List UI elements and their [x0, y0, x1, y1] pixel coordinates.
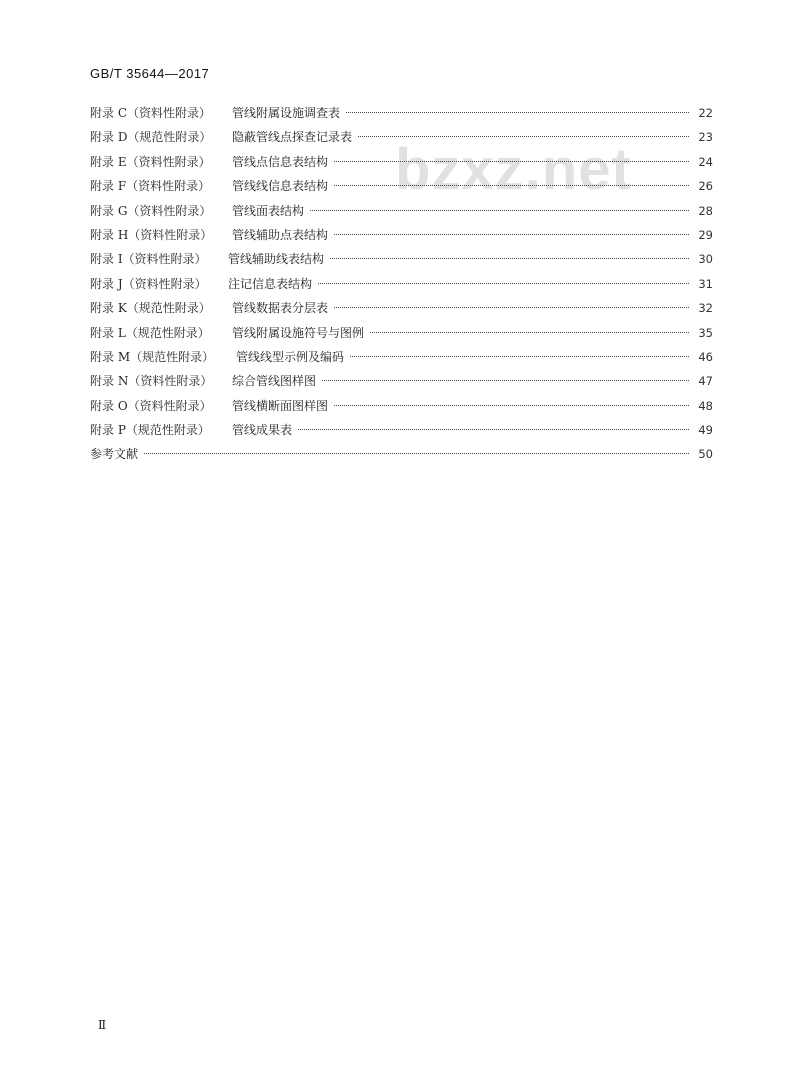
- toc-entry-appendix: 附录 J（资料性附录）: [90, 276, 207, 291]
- toc-entry-page: 35: [698, 325, 713, 340]
- standard-code-header: GB/T 35644—2017: [90, 66, 210, 81]
- toc-entry[interactable]: [90, 369, 713, 393]
- toc-entry-page: 46: [698, 349, 713, 364]
- toc-entry[interactable]: [90, 150, 713, 174]
- toc-entry-title: 管线辅助线表结构: [228, 252, 325, 267]
- toc-entry-title: 注记信息表结构: [228, 276, 313, 291]
- toc-entry[interactable]: [90, 418, 713, 442]
- toc-entry-title: 管线点信息表结构: [232, 154, 329, 169]
- toc-dot-leader: [370, 332, 689, 333]
- toc-entry-appendix: 附录 O（资料性附录）: [90, 398, 212, 413]
- toc-entry[interactable]: [90, 321, 713, 345]
- toc-entry-title: 隐蔽管线点探查记录表: [232, 130, 353, 145]
- toc-entry-page: 31: [698, 276, 713, 291]
- toc-entry-title: 管线横断面图样图: [232, 398, 329, 413]
- toc-entry-page: 23: [698, 130, 713, 145]
- toc-entry-page: 29: [698, 227, 713, 242]
- toc-entry-page: 47: [698, 374, 713, 389]
- toc-dot-leader: [334, 307, 689, 308]
- toc-entry-title: 管线线型示例及编码: [236, 349, 345, 364]
- toc-entry-page: 50: [698, 447, 713, 462]
- toc-entry-appendix: 附录 H（资料性附录）: [90, 227, 213, 242]
- watermark: bzxz.net: [395, 137, 632, 202]
- toc-dot-leader: [318, 283, 689, 284]
- toc-dot-leader: [334, 234, 689, 235]
- toc-entry-appendix: 附录 F（资料性附录）: [90, 179, 211, 194]
- toc-entry-appendix: 附录 P（规范性附录）: [90, 423, 210, 438]
- toc-entry-appendix: 附录 G（资料性附录）: [90, 203, 212, 218]
- toc-dot-leader: [322, 380, 689, 381]
- toc-entry[interactable]: [90, 247, 713, 271]
- toc-entry-page: 30: [698, 252, 713, 267]
- toc-entry-page: 28: [698, 203, 713, 218]
- toc-entry[interactable]: [90, 125, 713, 149]
- toc-dot-leader: [298, 429, 689, 430]
- toc-dot-leader: [144, 453, 689, 454]
- page-number: Ⅱ: [98, 1018, 107, 1032]
- toc-entry-title: 综合管线图样图: [232, 374, 317, 389]
- toc-entry[interactable]: [90, 296, 713, 320]
- toc-entry-title: 管线线信息表结构: [232, 179, 329, 194]
- toc-entry-title: 管线面表结构: [232, 203, 305, 218]
- toc-dot-leader: [350, 356, 689, 357]
- toc-entry-page: 24: [698, 154, 713, 169]
- toc-dot-leader: [334, 185, 689, 186]
- toc-dot-leader: [334, 161, 689, 162]
- toc-dot-leader: [358, 136, 689, 137]
- toc-entry-appendix: 附录 M（规范性附录）: [90, 349, 215, 364]
- toc-entry[interactable]: [90, 223, 713, 247]
- toc-entry-page: 49: [698, 423, 713, 438]
- toc-dot-leader: [310, 210, 689, 211]
- toc-entry-page: 32: [698, 301, 713, 316]
- toc-entry-appendix: 附录 L（规范性附录）: [90, 325, 210, 340]
- toc-entry-title: 管线附属设施符号与图例: [232, 325, 365, 340]
- toc-entry-appendix: 附录 D（规范性附录）: [90, 130, 212, 145]
- table-of-contents: [90, 101, 713, 467]
- toc-entry-appendix: 附录 K（规范性附录）: [90, 301, 211, 316]
- toc-entry-page: 48: [698, 398, 713, 413]
- toc-dot-leader: [330, 258, 689, 259]
- toc-entry-title: 管线成果表: [232, 423, 293, 438]
- toc-entry[interactable]: [90, 101, 713, 125]
- toc-entry-appendix: 附录 C（资料性附录）: [90, 106, 211, 120]
- toc-dot-leader: [346, 112, 689, 113]
- toc-entry[interactable]: [90, 394, 713, 418]
- toc-entry-references[interactable]: [90, 442, 713, 466]
- toc-dot-leader: [334, 405, 689, 406]
- toc-entry-page: 26: [698, 179, 713, 194]
- toc-entry[interactable]: [90, 345, 713, 369]
- toc-entry-appendix: 附录 E（资料性附录）: [90, 154, 211, 169]
- toc-entry-appendix: 附录 N（资料性附录）: [90, 374, 213, 389]
- toc-entry[interactable]: [90, 174, 713, 198]
- toc-entry-title: 管线数据表分层表: [232, 301, 329, 316]
- toc-entry-title: 参考文献: [90, 447, 139, 462]
- toc-entry-page: 22: [698, 106, 713, 120]
- toc-entry-appendix: 附录 I（资料性附录）: [90, 252, 207, 267]
- toc-entry[interactable]: [90, 199, 713, 223]
- toc-entry[interactable]: [90, 272, 713, 296]
- toc-entry-title: 管线辅助点表结构: [232, 227, 329, 242]
- toc-entry-title: 管线附属设施调查表: [232, 106, 341, 120]
